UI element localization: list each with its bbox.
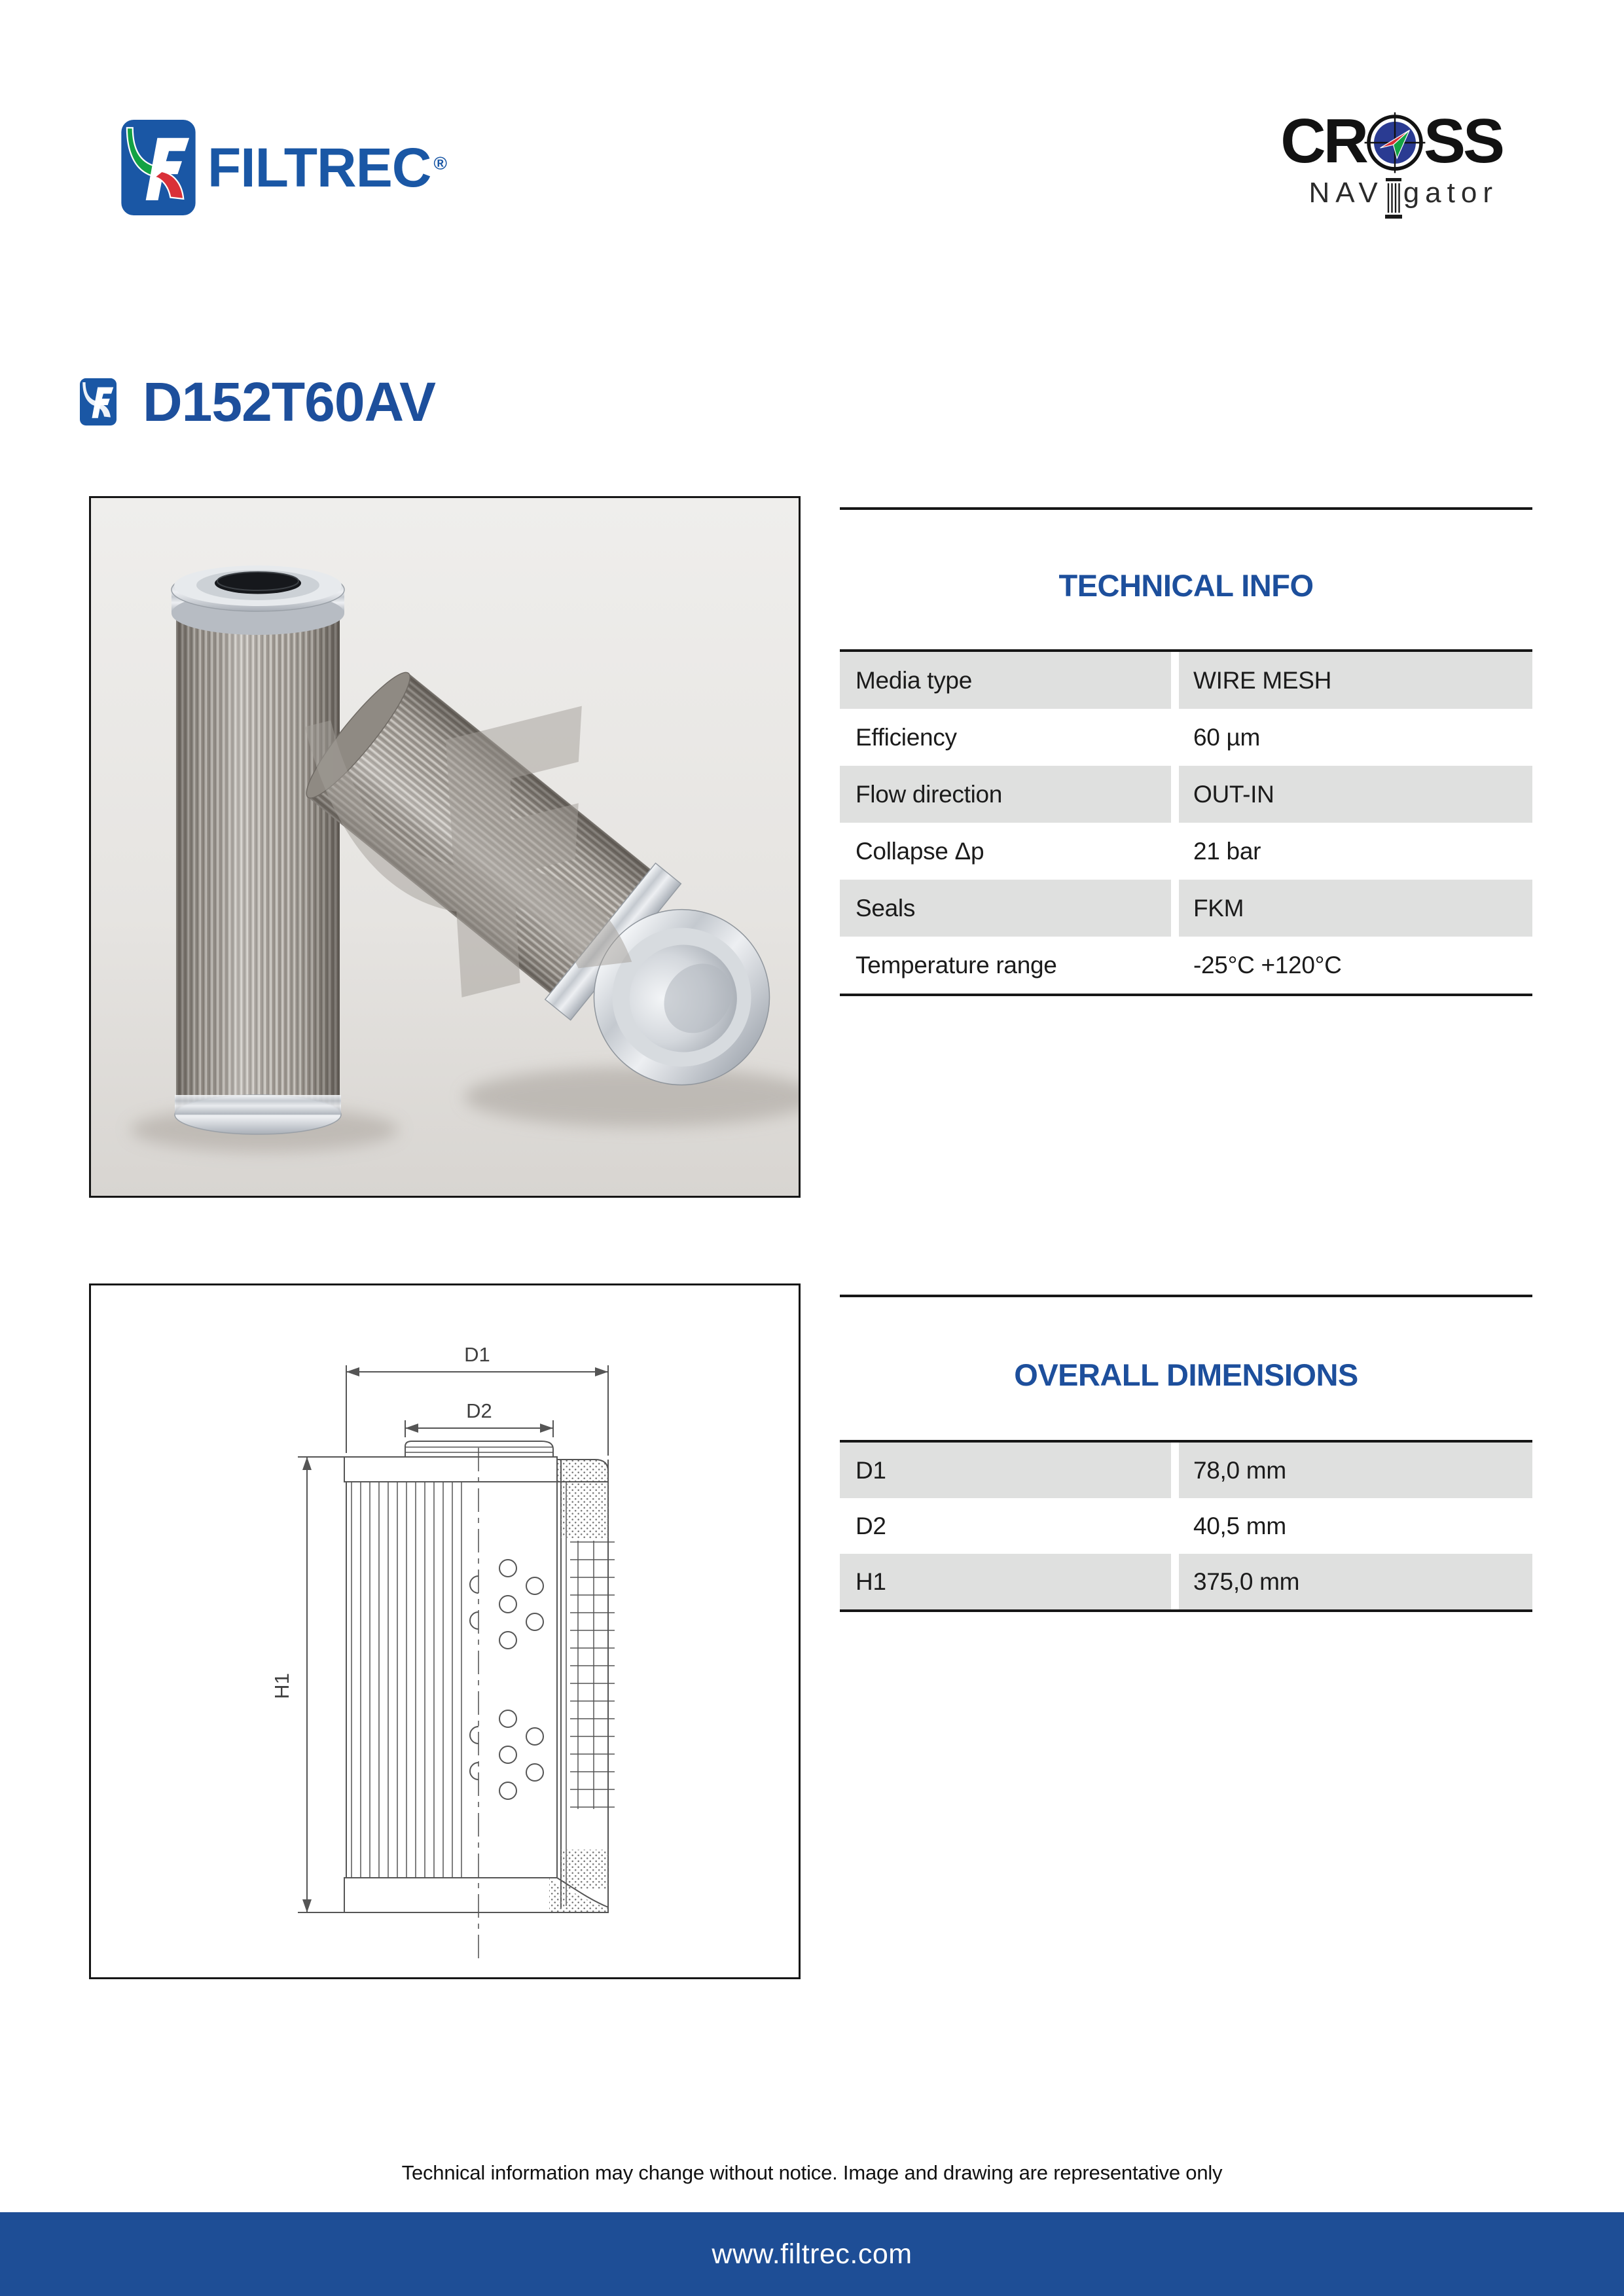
- row-label: Efficiency: [840, 709, 1171, 766]
- row-value: 78,0 mm: [1179, 1443, 1532, 1498]
- disclaimer-text: Technical information may change without notice. Image and drawing are representative only: [401, 2161, 1223, 2184]
- row-value: -25°C +120°C: [1179, 937, 1532, 994]
- row-value: 375,0 mm: [1179, 1554, 1532, 1609]
- row-label: Seals: [840, 880, 1171, 937]
- footer-website-link[interactable]: www.filtrec.com: [712, 2238, 912, 2270]
- table-row: [840, 652, 1532, 709]
- navigator-wordmark: [1308, 173, 1498, 213]
- table-row: [840, 766, 1532, 823]
- table-row: [840, 823, 1532, 880]
- overall-dimensions-table: [840, 1440, 1532, 1612]
- row-value: 21 bar: [1179, 823, 1532, 880]
- navigator-right: gator: [1403, 177, 1498, 209]
- tech-section-rule: [840, 507, 1532, 510]
- row-label: D2: [840, 1498, 1171, 1554]
- product-photo-image: [91, 498, 799, 1196]
- product-photo: [89, 496, 801, 1198]
- filtrec-emblem-small-icon: [80, 377, 117, 427]
- dim-label-d1: D1: [464, 1343, 490, 1366]
- table-row: [840, 1443, 1532, 1498]
- row-label: Temperature range: [840, 937, 1171, 994]
- compass-icon: [1363, 111, 1426, 174]
- cross-word-left: CR: [1280, 106, 1366, 176]
- row-label: Media type: [840, 652, 1171, 709]
- row-value: WIRE MESH: [1179, 652, 1532, 709]
- brand-wordmark: FILTREC: [208, 136, 431, 198]
- cross-word-right: SS: [1423, 106, 1502, 176]
- row-value: 40,5 mm: [1179, 1498, 1532, 1554]
- footer-bar: [0, 2212, 1624, 2296]
- row-label: Collapse Δp: [840, 823, 1171, 880]
- table-row: [840, 1554, 1532, 1609]
- navigator-left: NAV: [1308, 177, 1384, 209]
- registered-mark: ®: [433, 153, 448, 173]
- table-row: [840, 709, 1532, 766]
- filtrec-emblem-icon: [121, 120, 196, 215]
- column-icon: [1385, 178, 1402, 219]
- table-row: [840, 937, 1532, 994]
- row-label: Flow direction: [840, 766, 1171, 823]
- standing-filter: [171, 565, 344, 1134]
- filtrec-logo: [121, 120, 447, 215]
- dims-section-rule: [840, 1295, 1532, 1297]
- page-title: D152T60AV: [143, 371, 436, 433]
- row-label: D1: [840, 1443, 1171, 1498]
- dims-section-title: OVERALL DIMENSIONS: [1014, 1357, 1358, 1392]
- row-value: FKM: [1179, 880, 1532, 937]
- technical-drawing: [89, 1283, 801, 1979]
- dim-label-h1: H1: [270, 1673, 293, 1699]
- cross-navigator-logo: [1280, 106, 1502, 213]
- row-value: OUT-IN: [1179, 766, 1532, 823]
- dim-label-d2: D2: [466, 1399, 492, 1422]
- product-title-row: [80, 371, 436, 433]
- row-value: 60 µm: [1179, 709, 1532, 766]
- cross-wordmark: [1280, 106, 1502, 176]
- technical-drawing-image: [91, 1285, 799, 1977]
- table-row: [840, 880, 1532, 937]
- row-label: H1: [840, 1554, 1171, 1609]
- tech-section-title: TECHNICAL INFO: [1058, 568, 1314, 603]
- technical-info-table: [840, 649, 1532, 996]
- table-row: [840, 1498, 1532, 1554]
